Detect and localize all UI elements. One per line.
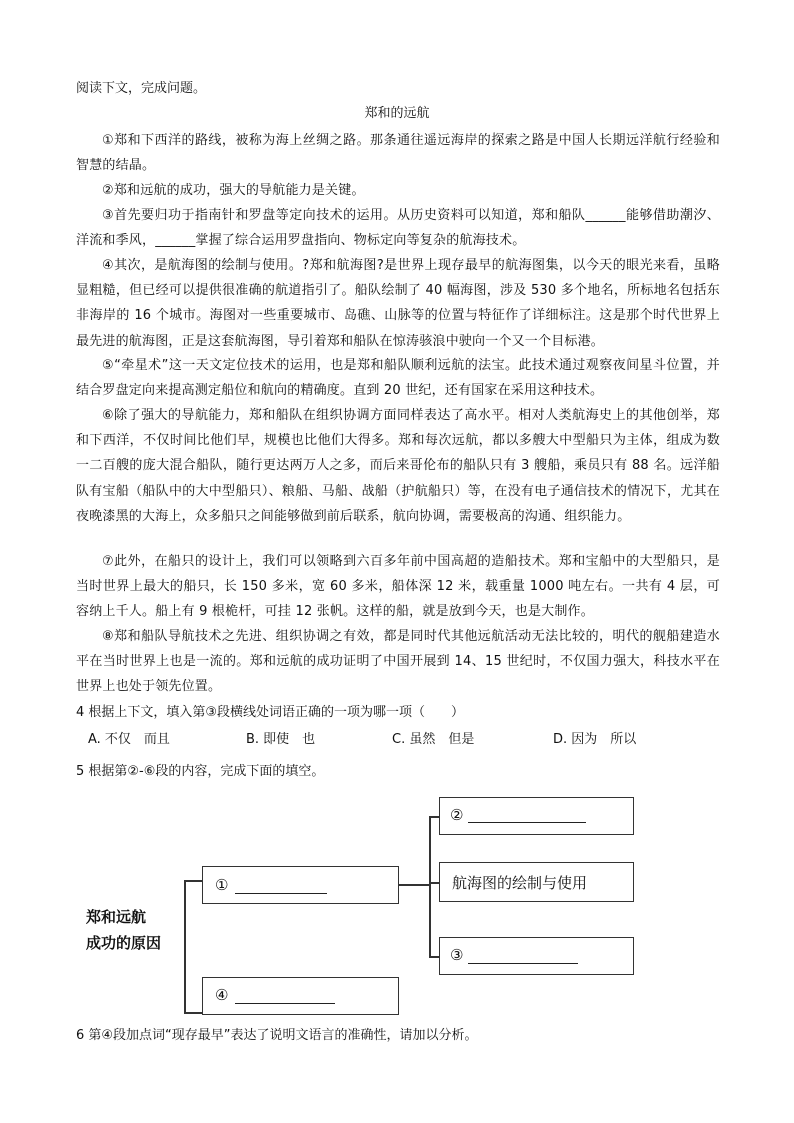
- navigation-chart-box: 航海图的绘制与使用: [439, 862, 634, 902]
- right-bracket-vertical: [429, 816, 431, 957]
- paragraph-5: ⑤“牵星术”这一天文定位技术的运用，也是郑和船队顺利远航的法宝。此技术通过观察夜间星斗位置，并结合罗盘定向来提高测定船位和航向的精确度。直到 20 世纪，还有国家在采用这种技术。: [76, 358, 720, 399]
- question-6: 6 第④段加点词“现存最早”表达了说明文语言的准确性，请加以分析。: [76, 1028, 478, 1043]
- paragraph-4: ④其次，是航海图的绘制与使用。?郑和航海图?是世界上现存最早的航海图集，以今天的眼光来看，虽略显粗糙，但已经可以提供很准确的航道指引了。船队绘制了 40 幅海图，涉及 530 多个地名，所标地名包括东非海岸的 16 个城市。海图对一些重要城市、岛礁、山脉等的位置与特征作了详细标注。这是那个时代世界上最先进的航海图，正是这套航海图，导引着郑和船队在惊涛骇浪中驶向一个又一个目标港。: [76, 258, 720, 349]
- right-bracket-top-arm: [429, 816, 439, 818]
- answer-box-3[interactable]: ③: [439, 937, 634, 975]
- diagram-root-label: 郑和远航 成功的原因: [86, 908, 162, 952]
- option-d[interactable]: D. 因为 所以: [553, 732, 637, 747]
- question-4: 4 根据上下文，填入第③段横线处词语正确的一项为哪一项（ ）: [76, 705, 465, 720]
- paragraph-6: ⑥除了强大的导航能力，郑和船队在组织协调方面同样表达了高水平。相对人类航海史上的其他创举，郑和下西洋，不仅时间比他们早，规模也比他们大得多。郑和每次远航，都以多艘大中型船只为主体，组成为数一二百艘的庞大混合船队，随行更达两万人之多，而后来哥伦布的船队只有 3 艘船，乘员只有 88 名。远洋船队有宝船（船队中的大中型船只）、粮船、马船、战船（护航船只）等，在没有电子通信技术的情况下，尤其在夜晚漆黑的大海上，众多船只之间能够做到前后联系，航向协调，需要极高的沟通、组织能力。: [76, 408, 720, 524]
- left-bracket-top-arm: [184, 880, 202, 882]
- right-bracket-bottom-arm: [429, 956, 439, 958]
- option-c[interactable]: C. 虽然 但是: [392, 732, 475, 747]
- article-title: 郑和的远航: [364, 106, 430, 121]
- answer-box-1[interactable]: ①: [202, 866, 399, 904]
- paragraph-3: ③首先要归功于指南针和罗盘等定向技术的运用。从历史资料可以知道，郑和船队______能够借助潮汐、洋流和季风，______掌握了综合运用罗盘指向、物标定向等复杂的航海技术。: [76, 208, 720, 249]
- left-bracket-vertical: [184, 880, 186, 1013]
- connector-line: [397, 884, 429, 886]
- left-bracket-bottom-arm: [184, 1012, 202, 1014]
- paragraph-1: ①郑和下西洋的路线，被称为海上丝绸之路。那条通往遥远海岸的探索之路是中国人长期远洋航行经验和智慧的结晶。: [76, 133, 720, 174]
- question-5: 5 根据第②-⑥段的内容，完成下面的填空。: [76, 764, 325, 779]
- right-bracket-mid-arm: [429, 882, 439, 884]
- instruction: 阅读下文，完成问题。: [76, 81, 207, 96]
- paragraph-8: ⑧郑和船队导航技术之先进、组织协调之有效，都是同时代其他远航活动无法比较的，明代的舰船建造水平在当时世界上也是一流的。郑和远航的成功证明了中国开展到 14、15 世纪时，不仅国力强大，科技水平在世界上也处于领先位置。: [76, 629, 720, 695]
- option-a[interactable]: A. 不仅 而且: [88, 732, 170, 747]
- paragraph-2: ②郑和远航的成功，强大的导航能力是关键。: [102, 183, 365, 198]
- answer-box-2[interactable]: ②: [439, 797, 634, 835]
- answer-box-4[interactable]: ④: [202, 977, 399, 1015]
- paragraph-7: ⑦此外，在船只的设计上，我们可以领略到六百多年前中国高超的造船技术。郑和宝船中的大型船只，是当时世界上最大的船只，长 150 多米，宽 60 多米，船体深 12 米，载重量 1000 吨左右。一共有 4 层，可容纳上千人。船上有 9 根桅杆，可挂 12 张帆。这样的船，就是放到今天，也是大制作。: [76, 554, 720, 620]
- option-b[interactable]: B. 即使 也: [246, 732, 316, 747]
